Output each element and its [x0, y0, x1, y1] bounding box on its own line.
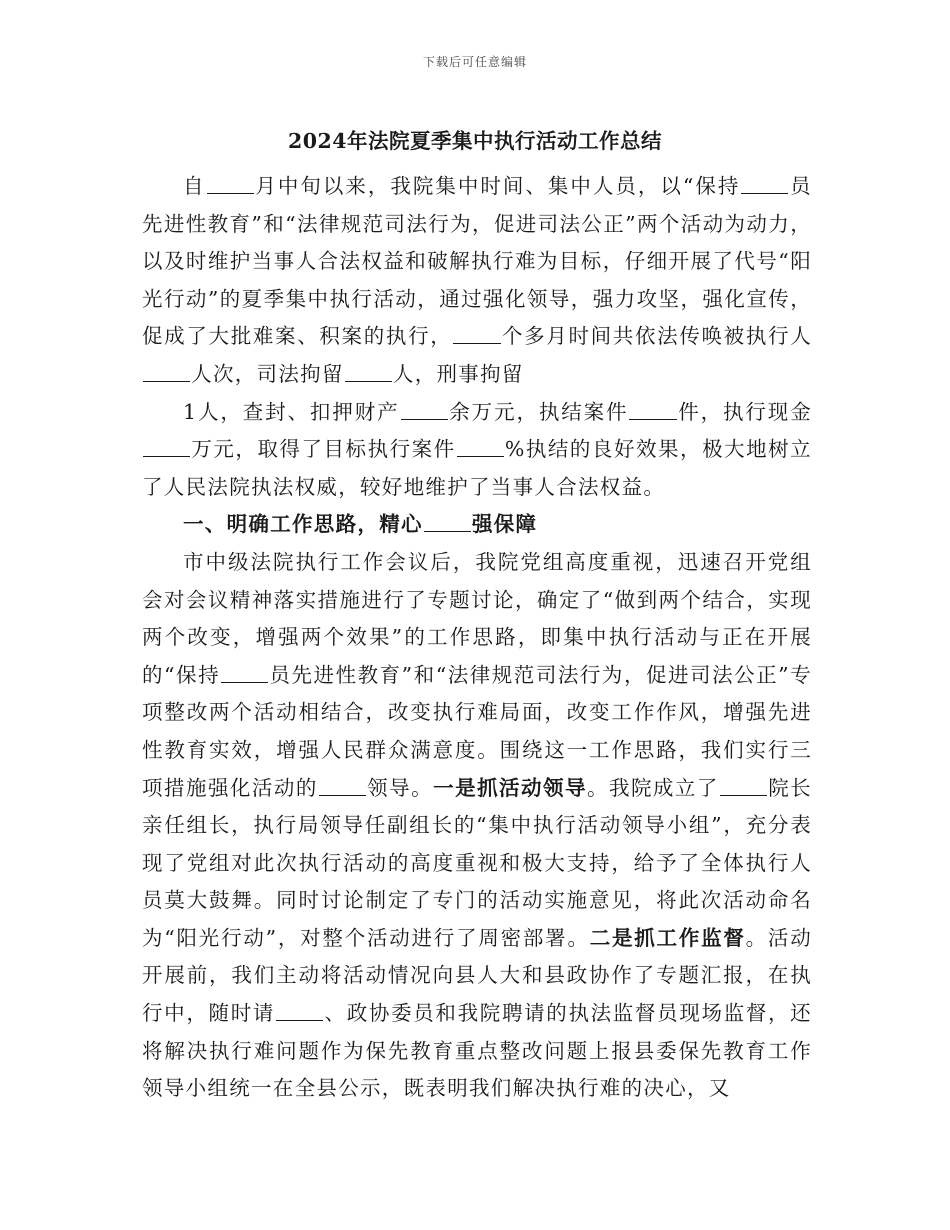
blank-line: [424, 511, 471, 533]
text-run: 一、明确工作思路，精心: [183, 512, 423, 537]
text-run: 员先进性教育”和“法律规范司法行为，促进司法公正”专项整改两个活动相结合，改变执行难局面，改变工作作风，增强先进性教育实效，增强人民群众满意度。围绕这一工作思路，我们实行三项措施强化活动的: [142, 662, 812, 800]
text-run: 市中级法院执行工作会议后，我院党组高度重视，迅速召开党组会对会议精神落实措施进行了专题讨论，确定了“做到两个结合，实现两个改变，增强两个效果”的工作思路，即集中执行活动与正在开展的“保持: [142, 549, 812, 687]
text-run: 万元，取得了目标执行案件: [191, 437, 456, 462]
bold-run: 二是抓工作监督: [589, 925, 746, 950]
blank-line: [457, 436, 504, 458]
section-heading-1: [142, 506, 812, 544]
text-run: 个多月时间共依法传唤被执行人: [501, 324, 813, 349]
header-note: 下载后可任意编辑: [422, 55, 527, 69]
text-run: 强保障: [471, 512, 538, 537]
text-run: 自: [183, 174, 206, 198]
paragraph-results: [142, 394, 812, 507]
text-run: 。活动开展前，我们主动将活动情况向县人大和县政协作了专题汇报，在执行中，随时请: [142, 925, 812, 1026]
text-run: 月中旬以来，我院集中时间、集中人员，以“保持: [254, 174, 741, 198]
text-run: 、政协委员和我院聘请的执法监督员现场监督，还将解决执行难问题作为保先教育重点整改问题上报县委保先教育工作领导小组统一在全县公示，既表明我们解决执行难的决心，又: [142, 1001, 812, 1101]
text-run: 员先进性教育”和“法律规范司法行为，促进司法公正”两个活动为动力，以及时维护当事人合法权益和破解执行难为目标，仔细开展了代号“阳光行动”的夏季集中执行活动，通过强化领导，强力攻坚，强化宣传，促成了大批难案、积案的执行，: [142, 174, 812, 349]
text-run: 。我院成立了: [586, 775, 719, 800]
page-title: 2024年法院夏季集中执行活动工作总结: [287, 129, 663, 153]
bold-run: 一是抓活动领导: [433, 775, 587, 800]
blank-line: [345, 360, 392, 382]
text-run: 件，执行现金: [677, 399, 812, 424]
blank-line: [207, 173, 254, 195]
text-run: 领导。: [366, 775, 434, 800]
text-run: 人，刑事拘留: [392, 361, 524, 386]
text-run: 余万元，执结案件: [448, 399, 629, 424]
blank-line: [221, 661, 268, 683]
blank-line: [453, 323, 500, 345]
paragraph-section-1: [142, 544, 812, 1108]
blank-line: [720, 774, 767, 796]
blank-line: [143, 360, 190, 382]
blank-line: [741, 173, 788, 195]
blank-line: [629, 398, 676, 420]
blank-line: [319, 774, 366, 796]
text-run: %执结的良好效果，极大地树立了人民法院执法权威，较好地维护了当事人合法权益。: [142, 437, 812, 499]
blank-line: [143, 436, 190, 458]
text-run: 1人，查封、扣押财产: [183, 399, 400, 424]
text-run: 院长亲任组长，执行局领导任副组长的“集中执行活动领导小组”，充分表现了党组对此次执行活动的高度重视和极大支持，给予了全体执行人员莫大鼓舞。同时讨论制定了专门的活动实施意见，将此次活动命名为“阳光行动”，对整个活动进行了周密部署。: [142, 775, 812, 950]
blank-line: [401, 398, 448, 420]
text-run: 人次，司法拘留: [191, 361, 344, 386]
document-body: [142, 168, 812, 1108]
blank-line: [276, 1000, 323, 1022]
paragraph-intro: [142, 168, 812, 394]
